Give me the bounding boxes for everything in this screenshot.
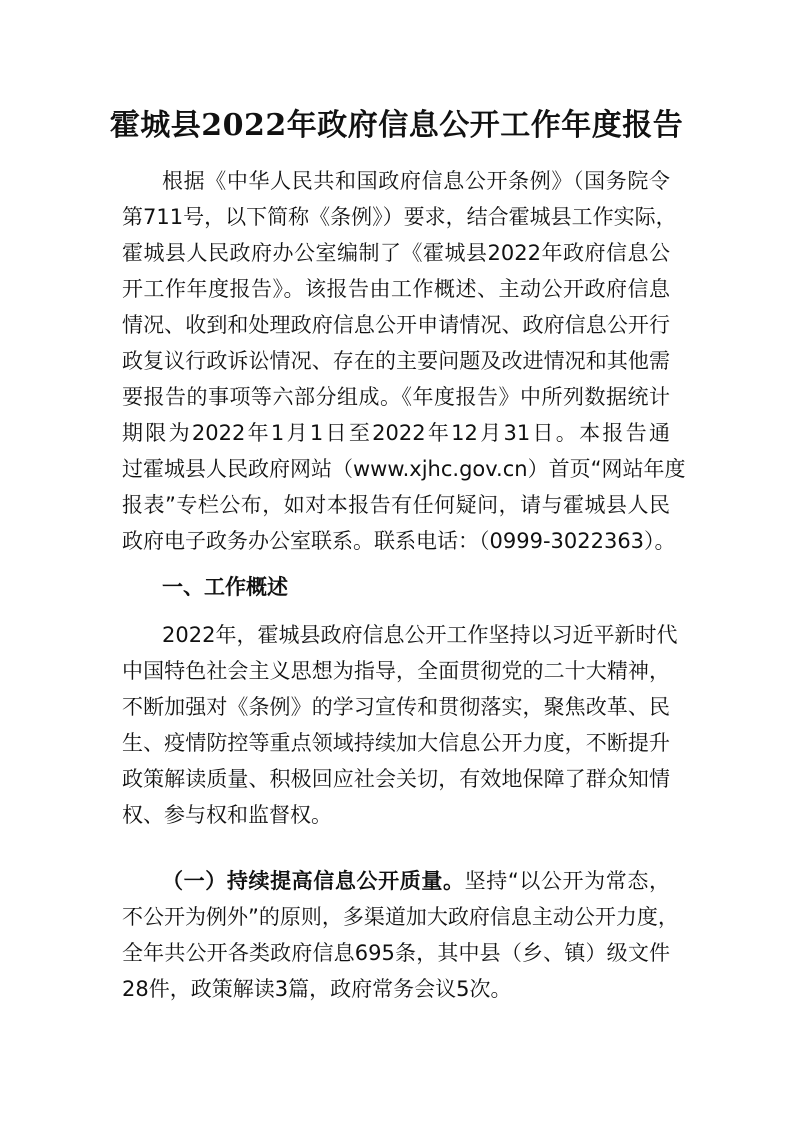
intro-line: 期限为2022年1月1日至2022年12月31日。本报告通 [122, 421, 670, 445]
section-line: 政策解读质量、积极回应社会关切，有效地保障了群众知情 [122, 767, 670, 791]
intro-line: 情况、收到和处理政府信息公开申请情况、政府信息公开行 [122, 313, 670, 337]
section-line: 权、参与权和监督权。 [122, 803, 332, 827]
intro-line: 过霍城县人民政府网站（www.xjhc.gov.cn）首页“网站年度 [122, 457, 686, 481]
section-line: 2022年，霍城县政府信息公开工作坚持以习近平新时代 [162, 623, 678, 647]
intro-line: 报表”专栏公布，如对本报告有任何疑问，请与霍城县人民 [122, 493, 670, 517]
intro-line: 根据《中华人民共和国政府信息公开条例》（国务院令 [162, 169, 670, 193]
intro-line: 政府电子政务办公室联系。联系电话：（0999-3022363）。 [122, 529, 676, 553]
subsection-heading: （一）持续提高信息公开质量。 [162, 869, 465, 893]
intro-line: 第711号，以下简称《条例》）要求，结合霍城县工作实际， [122, 205, 677, 229]
section-line: 中国特色社会主义思想为指导，全面贯彻党的二十大精神， [122, 659, 670, 683]
document-title: 霍城县2022年政府信息公开工作年度报告 [109, 108, 684, 143]
section-line: 不断加强对《条例》的学习宣传和贯彻落实，聚焦改革、民 [122, 695, 670, 719]
intro-line: 霍城县人民政府办公室编制了《霍城县2022年政府信息公 [122, 241, 670, 265]
intro-line: 要报告的事项等六部分组成。《年度报告》中所列数据统计 [122, 385, 670, 409]
subsection-line: 不公开为例外”的原则，多渠道加大政府信息主动公开力度， [122, 905, 679, 929]
section-line: 生、疫情防控等重点领域持续加大信息公开力度，不断提升 [122, 731, 670, 755]
section-heading: 一、工作概述 [162, 575, 288, 599]
subsection-line: 28件，政策解读3篇，政府常务会议5次。 [122, 977, 512, 1001]
subsection-text: 坚持“以公开为常态， [464, 869, 670, 893]
subsection-line: 全年共公开各类政府信息695条，其中县（乡、镇）级文件 [122, 941, 670, 965]
intro-line: 政复议行政诉讼情况、存在的主要问题及改进情况和其他需 [122, 349, 670, 373]
intro-line: 开工作年度报告》。该报告由工作概述、主动公开政府信息 [122, 277, 670, 301]
subsection-first-line [162, 866, 670, 896]
